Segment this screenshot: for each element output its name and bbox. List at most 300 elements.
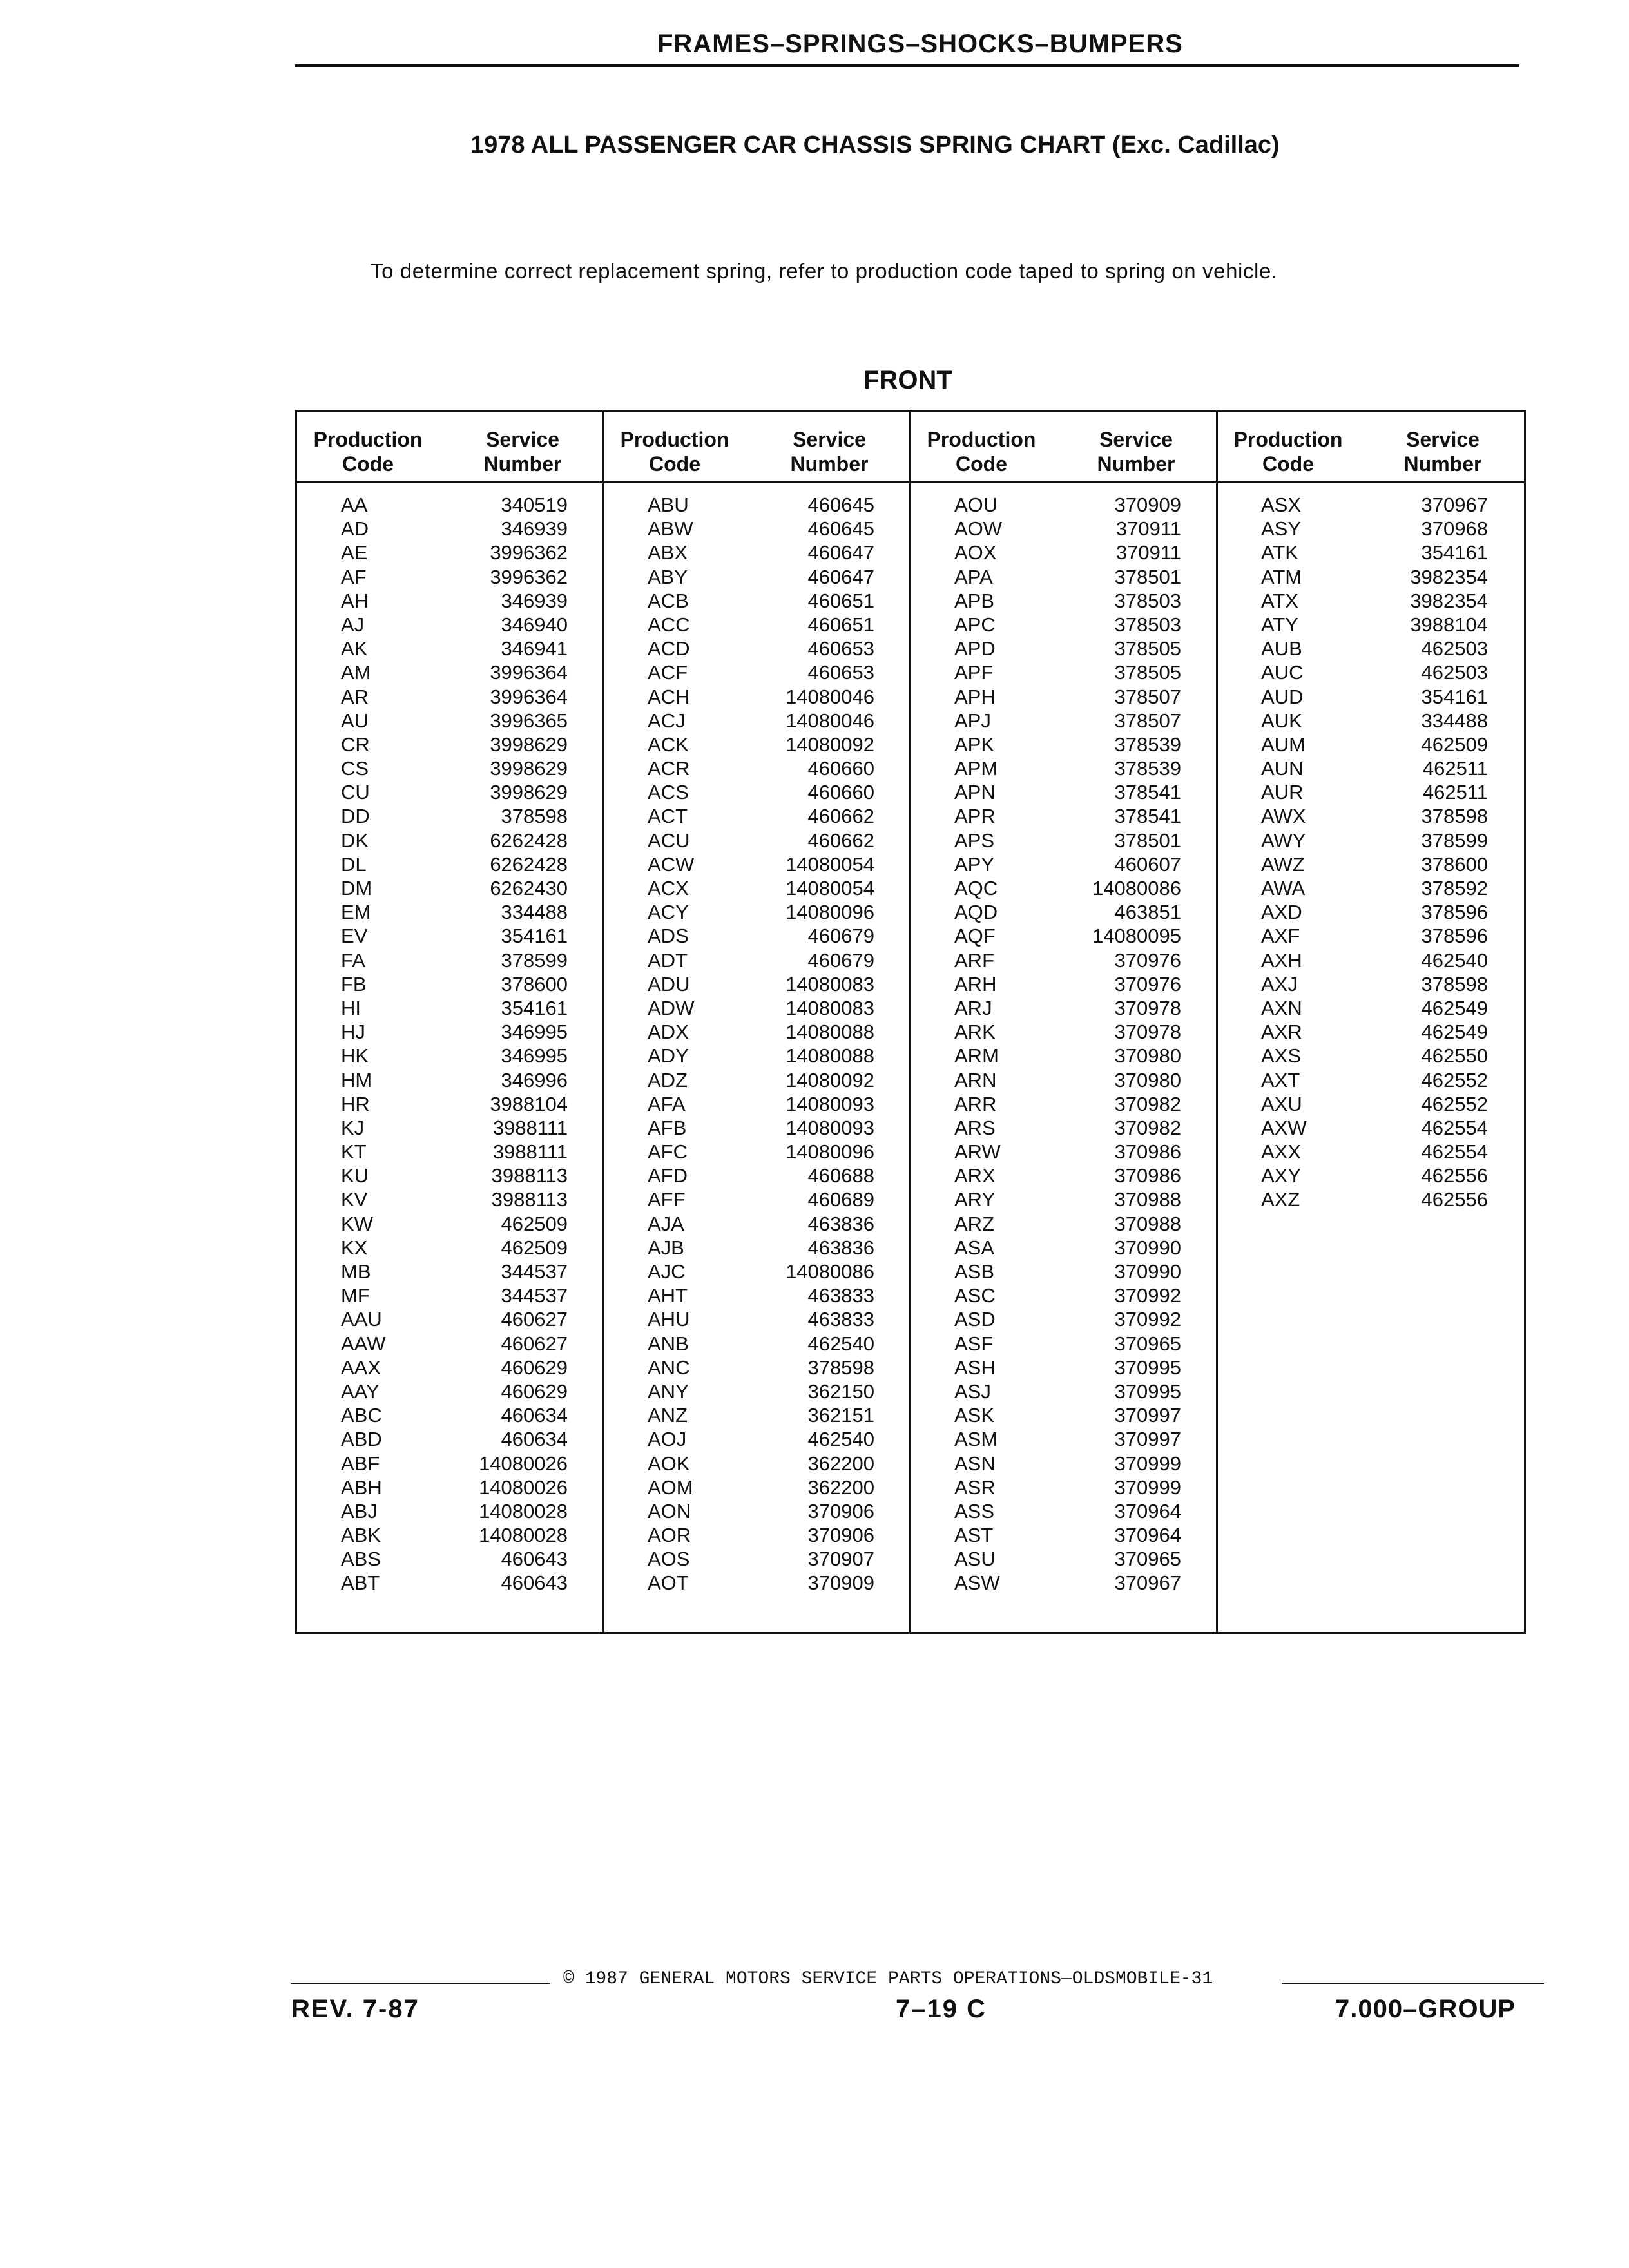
production-code: ABD — [341, 1428, 382, 1451]
service-number: 14080083 — [786, 972, 874, 995]
production-code: DD — [341, 805, 370, 828]
service-number: 462509 — [1421, 733, 1488, 756]
table-row — [1217, 541, 1524, 564]
service-number: 378507 — [1114, 709, 1181, 732]
production-code: ABH — [341, 1475, 382, 1499]
service-number: 362151 — [807, 1404, 874, 1427]
table-row — [911, 876, 1217, 900]
table-row — [911, 517, 1217, 541]
service-number: 3988113 — [491, 1188, 568, 1211]
table-row — [297, 1236, 604, 1260]
production-code: ASW — [954, 1571, 1000, 1595]
service-number: 14080026 — [479, 1475, 568, 1499]
table-row — [1217, 852, 1524, 876]
table-row — [1217, 1140, 1524, 1164]
production-code: APB — [954, 589, 995, 612]
production-code: AWA — [1261, 877, 1306, 899]
production-code: ACW — [648, 852, 695, 876]
production-code: ADY — [648, 1044, 689, 1068]
production-code: ARK — [954, 1021, 996, 1044]
production-code: ARZ — [954, 1212, 994, 1235]
service-number: 346995 — [501, 1044, 568, 1068]
service-number: 370964 — [1114, 1499, 1181, 1523]
service-number: 378600 — [1421, 852, 1488, 876]
production-code: ATX — [1261, 589, 1298, 612]
service-number: 462503 — [1421, 661, 1488, 684]
production-code: AOX — [954, 541, 997, 564]
production-code: ABY — [648, 565, 688, 588]
production-code: ADX — [648, 1021, 689, 1044]
table-row — [911, 1140, 1217, 1164]
production-code: AOW — [954, 517, 1003, 541]
service-number: 462509 — [501, 1212, 568, 1235]
table-row — [604, 1020, 911, 1044]
production-code: ASF — [954, 1332, 994, 1355]
table-row — [297, 900, 604, 924]
service-number: 370980 — [1114, 1044, 1181, 1068]
service-number: 378598 — [1421, 972, 1488, 995]
production-code: ACB — [648, 589, 689, 612]
table-row — [297, 1140, 604, 1164]
table-row — [604, 1403, 911, 1427]
page-header-title: FRAMES–SPRINGS–SHOCKS–BUMPERS — [657, 30, 1183, 58]
table-row — [911, 733, 1217, 756]
table-row — [604, 1187, 911, 1211]
table-column-group — [604, 412, 911, 1632]
table-row — [604, 565, 911, 589]
service-number: 378505 — [1114, 661, 1181, 684]
production-code: ABS — [341, 1548, 381, 1571]
service-number: 6262430 — [490, 877, 568, 899]
production-code: APD — [954, 637, 996, 660]
table-row — [604, 1379, 911, 1403]
service-number: 462556 — [1421, 1188, 1488, 1211]
table-row — [911, 1020, 1217, 1044]
production-code: AQC — [954, 877, 998, 899]
instructions-text: To determine correct replacement spring, refer to production code taped to spring on vehicle. — [371, 259, 1278, 283]
production-code: AFD — [648, 1164, 688, 1187]
production-code: ARH — [954, 972, 997, 995]
production-code: AJA — [648, 1212, 684, 1235]
service-number: 463836 — [807, 1236, 874, 1259]
table-row — [604, 924, 911, 948]
service-number: 460647 — [807, 541, 874, 564]
service-number: 462556 — [1421, 1164, 1488, 1187]
service-number: 460627 — [501, 1332, 568, 1355]
table-row — [297, 1571, 604, 1595]
production-code: AFB — [648, 1116, 687, 1139]
production-code: AHU — [648, 1308, 690, 1331]
service-number: 362150 — [807, 1379, 874, 1403]
production-code: APM — [954, 757, 998, 780]
production-code: ACK — [648, 733, 689, 756]
production-code: AQD — [954, 901, 998, 924]
service-number: 370982 — [1114, 1092, 1181, 1115]
table-row — [297, 685, 604, 709]
table-row — [911, 493, 1217, 517]
table-row — [604, 1523, 911, 1547]
table-row — [297, 1164, 604, 1187]
service-number: 370909 — [1114, 494, 1181, 516]
table-row — [297, 1356, 604, 1379]
spring-chart-table — [295, 410, 1526, 1634]
production-code: ASX — [1261, 494, 1302, 516]
table-row — [604, 756, 911, 780]
production-code: ACR — [648, 757, 690, 780]
table-row — [297, 1116, 604, 1140]
service-number: 346940 — [501, 613, 568, 636]
table-row — [911, 1116, 1217, 1140]
production-code-header: Production Code — [313, 428, 423, 476]
service-number: 460634 — [501, 1428, 568, 1451]
production-code: ARX — [954, 1164, 996, 1187]
service-number: 463833 — [807, 1284, 874, 1307]
service-number: 378598 — [807, 1356, 874, 1379]
table-row — [911, 709, 1217, 733]
production-code: APC — [954, 613, 996, 636]
production-code: AUR — [1261, 781, 1304, 804]
production-code: APY — [954, 852, 995, 876]
production-code: AOT — [648, 1571, 689, 1595]
service-number: 3996364 — [490, 661, 568, 684]
table-row — [604, 829, 911, 852]
table-row — [911, 613, 1217, 637]
table-row — [297, 565, 604, 589]
table-row — [297, 637, 604, 660]
production-code: AA — [341, 494, 368, 516]
chart-title: 1978 ALL PASSENGER CAR CHASSIS SPRING CHART (Exc. Cadillac) — [470, 131, 1280, 159]
production-code: ABK — [341, 1524, 381, 1547]
table-row — [604, 972, 911, 996]
service-number: 370978 — [1114, 996, 1181, 1019]
service-number: 378592 — [1421, 877, 1488, 899]
table-row — [297, 756, 604, 780]
table-row — [604, 733, 911, 756]
production-code: FA — [341, 948, 365, 972]
production-code: CR — [341, 733, 370, 756]
service-number: 378501 — [1114, 565, 1181, 588]
production-code: AAU — [341, 1308, 382, 1331]
table-row — [297, 1260, 604, 1283]
table-row — [604, 637, 911, 660]
service-number-header: Service Number — [1097, 428, 1175, 476]
production-code: AWY — [1261, 829, 1306, 852]
production-code: AXW — [1261, 1116, 1307, 1139]
table-row — [297, 493, 604, 517]
table-row — [1217, 780, 1524, 804]
table-row — [604, 685, 911, 709]
production-code: ACU — [648, 829, 690, 852]
service-number: 463833 — [807, 1308, 874, 1331]
service-number: 3988104 — [1410, 613, 1488, 636]
service-number: 14080028 — [479, 1524, 568, 1547]
production-code: ADS — [648, 925, 689, 948]
table-row — [297, 541, 604, 564]
service-number: 370988 — [1114, 1188, 1181, 1211]
production-code: AUB — [1261, 637, 1302, 660]
table-row — [1217, 709, 1524, 733]
table-row — [604, 1332, 911, 1356]
service-number: 378598 — [1421, 805, 1488, 828]
service-number: 370992 — [1114, 1308, 1181, 1331]
production-code: APN — [954, 781, 996, 804]
service-number: 463851 — [1114, 901, 1181, 924]
table-row — [1217, 1116, 1524, 1140]
service-number: 462552 — [1421, 1068, 1488, 1091]
production-code: ARR — [954, 1092, 997, 1115]
service-number: 378503 — [1114, 589, 1181, 612]
service-number: 14080092 — [786, 1068, 874, 1091]
table-row — [1217, 924, 1524, 948]
table-row — [604, 517, 911, 541]
table-row — [604, 1475, 911, 1499]
service-number: 370906 — [807, 1524, 874, 1547]
production-code: ASK — [954, 1404, 995, 1427]
service-number: 378600 — [501, 972, 568, 995]
service-number: 370986 — [1114, 1164, 1181, 1187]
service-number: 370965 — [1114, 1548, 1181, 1571]
production-code: ADT — [648, 948, 688, 972]
service-number: 3998629 — [490, 781, 568, 804]
table-row — [297, 1212, 604, 1236]
production-code: AWX — [1261, 805, 1306, 828]
service-number: 370909 — [807, 1571, 874, 1595]
service-number: 462549 — [1421, 1021, 1488, 1044]
table-row — [1217, 1092, 1524, 1116]
service-number: 460679 — [807, 925, 874, 948]
production-code: MB — [341, 1260, 371, 1283]
table-row — [1217, 804, 1524, 828]
table-row — [911, 1403, 1217, 1427]
table-row — [911, 972, 1217, 996]
production-code: ASB — [954, 1260, 995, 1283]
production-code: ASN — [954, 1452, 996, 1475]
service-number: 462540 — [807, 1428, 874, 1451]
service-number: 462554 — [1421, 1140, 1488, 1164]
service-number: 14080095 — [1092, 925, 1181, 948]
production-code: ASM — [954, 1428, 998, 1451]
production-code: AJB — [648, 1236, 684, 1259]
production-code: AE — [341, 541, 368, 564]
table-row — [604, 589, 911, 613]
service-number: 462511 — [1422, 757, 1488, 780]
service-number: 378539 — [1114, 757, 1181, 780]
production-code: AK — [341, 637, 368, 660]
table-row — [604, 1452, 911, 1475]
production-code: AHT — [648, 1284, 688, 1307]
production-code: ARJ — [954, 996, 992, 1019]
service-number: 14080088 — [786, 1044, 874, 1068]
service-number: 14080093 — [786, 1092, 874, 1115]
service-number: 460627 — [501, 1308, 568, 1331]
table-row — [297, 1187, 604, 1211]
service-number: 346939 — [501, 589, 568, 612]
table-row — [297, 1547, 604, 1571]
production-code: AXU — [1261, 1092, 1302, 1115]
service-number: 14080093 — [786, 1116, 874, 1139]
production-code: AAW — [341, 1332, 386, 1355]
service-number: 3988111 — [492, 1116, 568, 1139]
table-column-group — [1217, 412, 1524, 1632]
production-code: ASY — [1261, 517, 1302, 541]
service-number: 378541 — [1114, 805, 1181, 828]
production-code: AXR — [1261, 1021, 1302, 1044]
service-number: 370911 — [1115, 517, 1181, 541]
table-row — [297, 804, 604, 828]
service-number: 3988113 — [491, 1164, 568, 1187]
production-code: ACT — [648, 805, 688, 828]
table-row — [911, 1044, 1217, 1068]
table-row — [911, 1236, 1217, 1260]
production-code: ABF — [341, 1452, 380, 1475]
production-code: ARY — [954, 1188, 996, 1211]
table-row — [911, 1475, 1217, 1499]
service-number: 460660 — [807, 781, 874, 804]
table-row — [911, 756, 1217, 780]
table-row — [911, 1523, 1217, 1547]
table-row — [911, 1283, 1217, 1307]
table-row — [297, 1283, 604, 1307]
table-row — [911, 1427, 1217, 1451]
table-row — [297, 1403, 604, 1427]
table-row — [604, 804, 911, 828]
service-number: 3998629 — [490, 757, 568, 780]
service-number: 370997 — [1114, 1428, 1181, 1451]
production-code: CS — [341, 757, 369, 780]
table-row — [297, 1475, 604, 1499]
table-row — [604, 1212, 911, 1236]
table-row — [1217, 637, 1524, 660]
production-code: AOM — [648, 1475, 693, 1499]
table-row — [1217, 900, 1524, 924]
production-code: AQF — [954, 925, 996, 948]
service-number: 370965 — [1114, 1332, 1181, 1355]
copyright-notice: © 1987 GENERAL MOTORS SERVICE PARTS OPERATIONS—OLDSMOBILE-31 — [558, 1969, 1218, 1989]
production-code: APF — [954, 661, 994, 684]
service-number: 334488 — [501, 901, 568, 924]
service-number: 370982 — [1114, 1116, 1181, 1139]
production-code: ARS — [954, 1116, 996, 1139]
table-row — [297, 780, 604, 804]
service-number: 3996362 — [490, 565, 568, 588]
table-row — [911, 1307, 1217, 1331]
service-number: 370967 — [1114, 1571, 1181, 1595]
service-number: 462509 — [501, 1236, 568, 1259]
production-code: AXT — [1261, 1068, 1300, 1091]
service-number: 6262428 — [490, 852, 568, 876]
table-row — [297, 948, 604, 972]
table-row — [911, 1452, 1217, 1475]
service-number: 6262428 — [490, 829, 568, 852]
production-code: ATM — [1261, 565, 1302, 588]
service-number: 378505 — [1114, 637, 1181, 660]
group-label: 7.000–GROUP — [1335, 1995, 1516, 2023]
service-number: 370986 — [1114, 1140, 1181, 1164]
service-number: 460607 — [1114, 852, 1181, 876]
table-row — [911, 541, 1217, 564]
production-code: AXJ — [1261, 972, 1298, 995]
table-row — [911, 1499, 1217, 1523]
table-row — [604, 1356, 911, 1379]
service-number: 370906 — [807, 1499, 874, 1523]
table-row — [297, 1523, 604, 1547]
production-code: AXY — [1261, 1164, 1302, 1187]
service-number: 14080046 — [786, 685, 874, 708]
production-code: AM — [341, 661, 371, 684]
service-number: 370967 — [1421, 494, 1488, 516]
table-row — [297, 924, 604, 948]
table-row — [297, 1307, 604, 1331]
service-number: 14080096 — [786, 1140, 874, 1164]
production-code: ACJ — [648, 709, 686, 732]
service-number: 460645 — [807, 517, 874, 541]
table-row — [604, 613, 911, 637]
table-row — [604, 1427, 911, 1451]
service-number: 462552 — [1421, 1092, 1488, 1115]
table-row — [604, 1140, 911, 1164]
table-row — [297, 517, 604, 541]
table-row — [604, 900, 911, 924]
service-number: 14080086 — [786, 1260, 874, 1283]
production-code: HK — [341, 1044, 369, 1068]
production-code: ARM — [954, 1044, 999, 1068]
table-row — [297, 1452, 604, 1475]
production-code: AXZ — [1261, 1188, 1300, 1211]
table-row — [604, 1260, 911, 1283]
production-code: AAX — [341, 1356, 381, 1379]
production-code: ACD — [648, 637, 690, 660]
table-row — [911, 829, 1217, 852]
production-code: AFF — [648, 1188, 686, 1211]
production-code: ABT — [341, 1571, 380, 1595]
production-code: ASS — [954, 1499, 995, 1523]
service-number: 354161 — [501, 925, 568, 948]
service-number: 370964 — [1114, 1524, 1181, 1547]
production-code-header: Production Code — [1233, 428, 1343, 476]
column-header — [297, 427, 604, 479]
production-code: AOR — [648, 1524, 691, 1547]
table-row — [604, 1044, 911, 1068]
column-header — [1217, 427, 1524, 479]
production-code: APA — [954, 565, 993, 588]
service-number: 460651 — [807, 589, 874, 612]
table-row — [297, 733, 604, 756]
service-number: 346939 — [501, 517, 568, 541]
production-code: ARF — [954, 948, 994, 972]
table-row — [297, 589, 604, 613]
table-row — [911, 660, 1217, 684]
production-code: AFA — [648, 1092, 686, 1115]
production-code: AOS — [648, 1548, 690, 1571]
column-header — [911, 427, 1217, 479]
service-number: 334488 — [1421, 709, 1488, 732]
production-code: ACC — [648, 613, 690, 636]
table-row — [911, 685, 1217, 709]
production-code: AUD — [1261, 685, 1304, 708]
production-code: APH — [954, 685, 996, 708]
table-row — [604, 876, 911, 900]
production-code-header: Production Code — [620, 428, 729, 476]
production-code: AU — [341, 709, 369, 732]
production-code: ARN — [954, 1068, 997, 1091]
service-number: 3988111 — [492, 1140, 568, 1164]
table-row — [604, 1092, 911, 1116]
service-number-header: Service Number — [1403, 428, 1482, 476]
production-code: AOU — [954, 494, 998, 516]
table-row — [604, 948, 911, 972]
table-row — [297, 1332, 604, 1356]
table-row — [911, 804, 1217, 828]
